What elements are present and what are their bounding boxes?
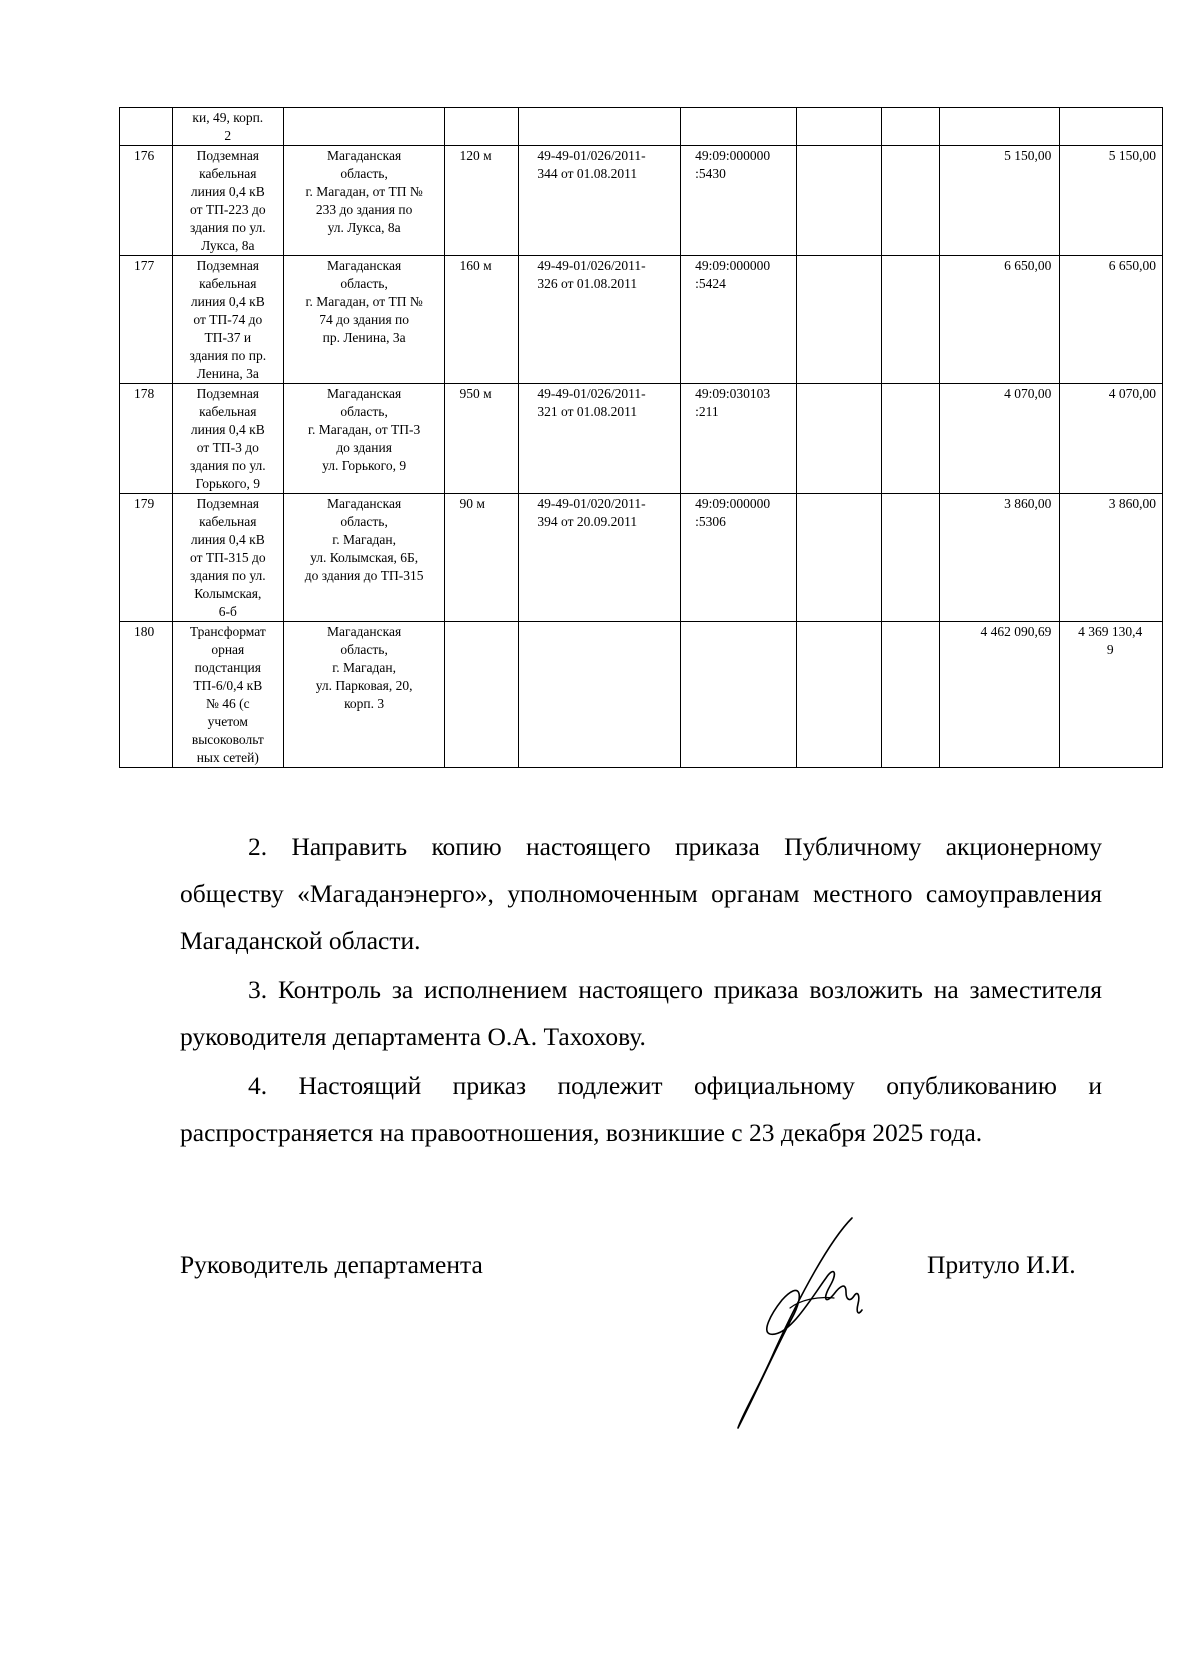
- cell-length: 90 м: [445, 494, 519, 622]
- cell-line: ТП-37 и: [204, 330, 252, 345]
- cell-num: 176: [120, 146, 173, 256]
- cell-empty: [797, 384, 882, 494]
- cell-address: [283, 622, 445, 768]
- table-row: [120, 494, 1163, 622]
- cell-line: Магаданская: [327, 624, 402, 639]
- paragraph-2: [180, 823, 1102, 964]
- cell-line: учетом: [207, 714, 248, 729]
- cell-line: ТП-6/0,4 кВ: [193, 678, 263, 693]
- cell-line: ул. Лукса, 8а: [327, 220, 401, 235]
- paragraph-3-text: 3. Контроль за исполнением настоящего приказа возложить на заместителя руководителя департамента О.А. Тахохову.: [180, 975, 1102, 1051]
- cell-line: Магаданская: [327, 148, 402, 163]
- table-row: [120, 384, 1163, 494]
- cell-line: Колымская,: [194, 586, 262, 601]
- cell-line: 233 до здания по: [315, 202, 413, 217]
- cell-line: ул. Парковая, 20,: [315, 678, 413, 693]
- cell-line: г. Магадан,: [332, 660, 396, 675]
- cell-line: 4 369 130,4: [1078, 624, 1143, 639]
- cell-name: [172, 146, 283, 256]
- cell-line: 49-49-01/026/2011-: [537, 386, 646, 401]
- cell-line: линия 0,4 кВ: [190, 422, 265, 437]
- cell-empty: [881, 146, 939, 256]
- cell-empty: [881, 256, 939, 384]
- cell-line: область,: [340, 166, 388, 181]
- cell-line: от ТП-315 до: [190, 550, 266, 565]
- cell-line: г. Магадан, от ТП-3: [308, 422, 421, 437]
- cell-line: :5430: [695, 166, 726, 181]
- cell-line: кабельная: [199, 166, 257, 181]
- cell-line: орная: [211, 642, 245, 657]
- paragraph-2-text: 2. Направить копию настоящего приказа Публичному акционерному обществу «Магаданэнерго», уполномоченным органам местного самоуправления Магаданской области.: [180, 832, 1102, 955]
- cell-length: 120 м: [445, 146, 519, 256]
- cell-line: 321 от 01.08.2011: [537, 404, 638, 419]
- cell-line: :211: [695, 404, 719, 419]
- cell-empty: [797, 256, 882, 384]
- signature-image: [730, 1200, 910, 1430]
- cell-line: Подземная: [196, 496, 260, 511]
- cell-line: Лукса, 8а: [201, 238, 255, 253]
- cell-line: Подземная: [196, 258, 260, 273]
- cell-registration: [519, 494, 681, 622]
- cell-value-2: 4 070,00: [1060, 384, 1163, 494]
- cell-length: 160 м: [445, 256, 519, 384]
- cell-num: [120, 108, 173, 146]
- cell-value-1: 3 860,00: [939, 494, 1059, 622]
- cell-address: [283, 494, 445, 622]
- cell-empty: [797, 622, 882, 768]
- cell-line: 6-б: [218, 604, 237, 619]
- cell-line: кабельная: [199, 514, 257, 529]
- cell-empty: [797, 494, 882, 622]
- cell-value-2: 6 650,00: [1060, 256, 1163, 384]
- cell-line: г. Магадан, от ТП №: [305, 294, 423, 309]
- cell-line: Магаданская: [327, 386, 402, 401]
- cell-line: г. Магадан, от ТП №: [305, 184, 423, 199]
- table-row: [120, 108, 1163, 146]
- cell-line: Подземная: [196, 148, 260, 163]
- cell-line: 49-49-01/020/2011-: [537, 496, 646, 511]
- cell-address: [283, 256, 445, 384]
- cell-value-2: 3 860,00: [1060, 494, 1163, 622]
- cell-value-1: 4 070,00: [939, 384, 1059, 494]
- cell-address: [283, 384, 445, 494]
- cell-value-2: [1060, 622, 1163, 768]
- cell-line: :5424: [695, 276, 726, 291]
- cell-line: 394 от 20.09.2011: [537, 514, 638, 529]
- signer-title: Руководитель департамента: [180, 1250, 483, 1279]
- cell-line: г. Магадан,: [332, 532, 396, 547]
- cell-empty: [881, 494, 939, 622]
- cell-line: кабельная: [199, 404, 257, 419]
- name-line: 2: [224, 128, 232, 143]
- cell-line: Магаданская: [327, 496, 402, 511]
- cell-line: от ТП-3 до: [196, 440, 259, 455]
- cell-line: кабельная: [199, 276, 257, 291]
- table-row: [120, 146, 1163, 256]
- paragraph-4: [180, 1062, 1102, 1156]
- cell-line: Трансформат: [189, 624, 266, 639]
- cell-num: 179: [120, 494, 173, 622]
- cell-line: № 46 (с: [205, 696, 250, 711]
- cell-line: ных сетей): [196, 750, 259, 765]
- paragraph-3: [180, 966, 1102, 1060]
- cell-empty: [881, 384, 939, 494]
- cell-line: ул. Колымская, 6Б,: [310, 550, 419, 565]
- cell-registration: [519, 256, 681, 384]
- cell-line: корп. 3: [344, 696, 385, 711]
- cell-line: 49-49-01/026/2011-: [537, 148, 646, 163]
- cell-cadastral: [681, 146, 797, 256]
- cell-line: 49:09:000000: [695, 148, 771, 163]
- cell-line: 49:09:000000: [695, 258, 771, 273]
- cell-line: 326 от 01.08.2011: [537, 276, 638, 291]
- cell-line: 49:09:030103: [695, 386, 771, 401]
- name-line: ки, 49, корп.: [192, 110, 264, 125]
- cell-line: линия 0,4 кВ: [190, 184, 265, 199]
- cell-line: ул. Горького, 9: [322, 458, 407, 473]
- cell-line: :5306: [695, 514, 726, 529]
- cell-line: 9: [1106, 642, 1114, 657]
- cell-line: от ТП-223 до: [190, 202, 266, 217]
- cell-line: пр. Ленина, 3а: [322, 330, 406, 345]
- cell-line: 74 до здания по: [319, 312, 410, 327]
- cell-value-1: 4 462 090,69: [939, 622, 1059, 768]
- cell-line: подстанция: [194, 660, 261, 675]
- cell-line: здания по пр.: [189, 348, 267, 363]
- cell-num: 177: [120, 256, 173, 384]
- cell-name: [172, 494, 283, 622]
- assets-table: [119, 107, 1163, 768]
- cell-num: 180: [120, 622, 173, 768]
- cell-name: [172, 384, 283, 494]
- cell-cadastral: [681, 384, 797, 494]
- cell-cadastral: [681, 256, 797, 384]
- cell-line: 49:09:000000: [695, 496, 771, 511]
- cell-address: [283, 146, 445, 256]
- cell-length: 950 м: [445, 384, 519, 494]
- cell-line: до здания до ТП-315: [304, 568, 424, 583]
- cell-line: 49-49-01/026/2011-: [537, 258, 646, 273]
- cell-line: линия 0,4 кВ: [190, 294, 265, 309]
- cell-cadastral: [681, 494, 797, 622]
- cell-registration: [519, 384, 681, 494]
- cell-line: область,: [340, 514, 388, 529]
- cell-line: Подземная: [196, 386, 260, 401]
- cell-line: от ТП-74 до: [193, 312, 263, 327]
- cell-value-1: 6 650,00: [939, 256, 1059, 384]
- cell-registration: [519, 146, 681, 256]
- cell-line: здания по ул.: [190, 220, 266, 235]
- cell-line: область,: [340, 642, 388, 657]
- cell-cadastral: [681, 622, 797, 768]
- cell-line: Магаданская: [327, 258, 402, 273]
- cell-line: линия 0,4 кВ: [190, 532, 265, 547]
- cell-line: Горького, 9: [195, 476, 260, 491]
- cell-value-2: 5 150,00: [1060, 146, 1163, 256]
- table-row: [120, 622, 1163, 768]
- cell-line: здания по ул.: [190, 568, 266, 583]
- cell-name: [172, 622, 283, 768]
- cell-name: [172, 108, 283, 146]
- cell-empty: [797, 146, 882, 256]
- cell-line: здания по ул.: [190, 458, 266, 473]
- cell-line: высоковольт: [191, 732, 264, 747]
- cell-line: до здания: [336, 440, 392, 455]
- cell-num: 178: [120, 384, 173, 494]
- cell-length: [445, 622, 519, 768]
- cell-empty: [881, 622, 939, 768]
- cell-line: 344 от 01.08.2011: [537, 166, 638, 181]
- cell-value-1: 5 150,00: [939, 146, 1059, 256]
- paragraph-4-text: 4. Настоящий приказ подлежит официальному опубликованию и распространяется на правоотношения, возникшие с 23 декабря 2025 года.: [180, 1071, 1102, 1147]
- cell-line: область,: [340, 276, 388, 291]
- cell-line: область,: [340, 404, 388, 419]
- table-row: [120, 256, 1163, 384]
- cell-line: Ленина, 3а: [196, 366, 259, 381]
- signer-name: Притуло И.И.: [927, 1250, 1076, 1279]
- cell-name: [172, 256, 283, 384]
- cell-registration: [519, 622, 681, 768]
